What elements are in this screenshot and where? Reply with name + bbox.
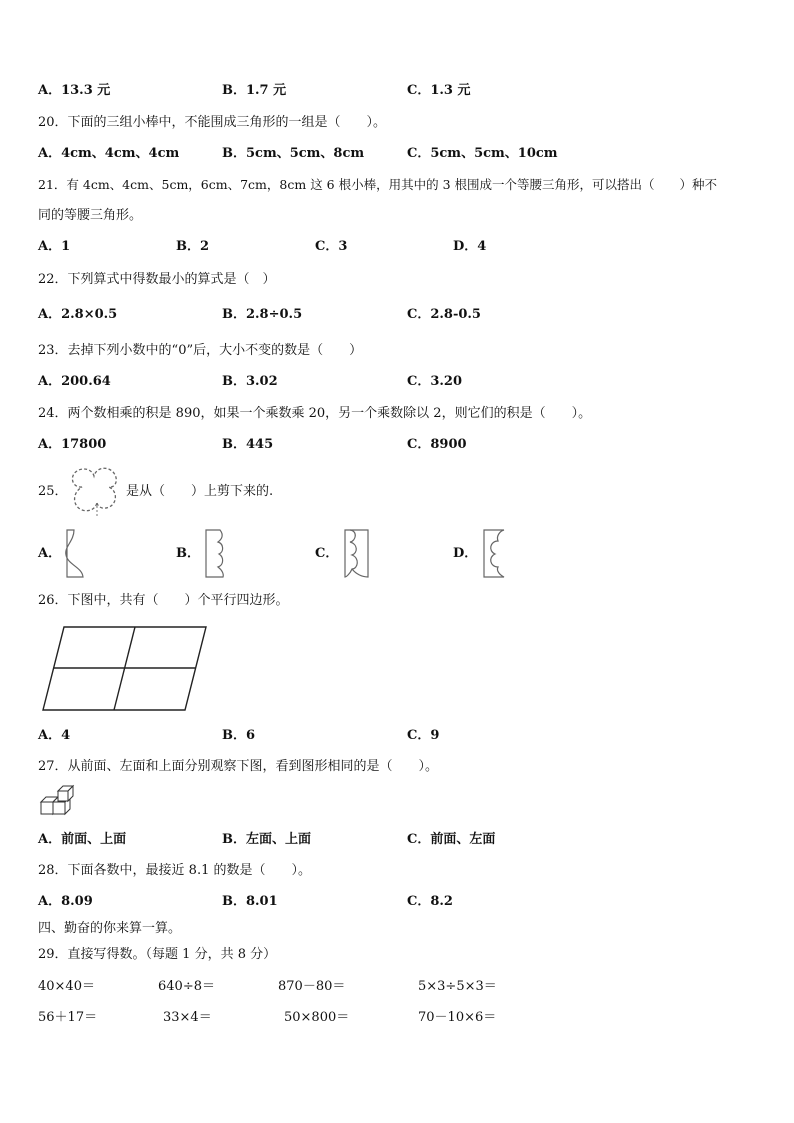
- q21-stem-line1: 21．有 4cm、4cm、5cm，6cm、7cm，8cm 这 6 根小棒，用其中的 3 根围成一个等腰三角形，可以搭出（ ）种不: [38, 177, 717, 192]
- q19-option-a: A．13.3 元: [38, 83, 111, 98]
- q29-r1-c4: 5×3÷5×3＝: [418, 979, 497, 994]
- q28-option-c: C．8.2: [407, 894, 453, 909]
- q28-option-b: B．8.01: [222, 894, 278, 909]
- q25-number: 25．: [38, 484, 68, 499]
- q20-option-b: B．5cm、5cm、8cm: [222, 146, 365, 161]
- q28-option-a: A．8.09: [38, 894, 93, 909]
- q25-option-b: B．: [176, 546, 200, 561]
- q22-option-c: C．2.8-0.5: [407, 307, 481, 322]
- q26-option-c: C．9: [407, 728, 440, 743]
- q21-stem-line2: 同的等腰三角形。: [38, 208, 143, 223]
- q23-stem: 23．去掉下列小数中的“0”后，大小不变的数是（ ）: [38, 343, 363, 358]
- q24-option-a: A．17800: [38, 437, 107, 452]
- q26-option-b: B．6: [222, 728, 256, 743]
- q27-option-c: C．前面、左面: [407, 832, 496, 847]
- q25-option-d: D．: [453, 546, 478, 561]
- cube-stack-figure: [38, 784, 78, 818]
- q23-option-a: A．200.64: [38, 374, 111, 389]
- q26-option-a: A．4: [38, 728, 71, 743]
- q24-stem: 24．两个数相乘的积是 890，如果一个乘数乘 20，另一个乘数除以 2，则它们的积是（ ）。: [38, 406, 592, 421]
- flower-cutout-figure: [66, 466, 128, 520]
- section-4-heading: 四、勤奋的你来算一算。: [38, 921, 182, 936]
- q29-r2-c1: 56＋17＝: [38, 1010, 98, 1025]
- q20-option-a: A．4cm、4cm、4cm: [38, 146, 180, 161]
- fold-shape-a-icon: [62, 527, 90, 581]
- q23-option-b: B．3.02: [222, 374, 278, 389]
- q19-option-b: B．1.7 元: [222, 83, 287, 98]
- q29-stem: 29．直接写得数。（每题 1 分，共 8 分）: [38, 947, 277, 962]
- q23-option-c: C．3.20: [407, 374, 463, 389]
- q28-stem: 28．下面各数中，最接近 8.1 的数是（ ）。: [38, 863, 311, 878]
- q25-option-a: A．: [38, 546, 62, 561]
- fold-shape-d-icon: [478, 527, 510, 581]
- q20-option-c: C．5cm、5cm、10cm: [407, 146, 558, 161]
- q29-r2-c2: 33×4＝: [163, 1010, 212, 1025]
- q27-option-b: B．左面、上面: [222, 832, 311, 847]
- q27-option-a: A．前面、上面: [38, 832, 127, 847]
- q21-option-b: B．2: [176, 239, 210, 254]
- q22-stem: 22．下列算式中得数最小的算式是（ ）: [38, 272, 276, 287]
- q20-stem: 20．下面的三组小棒中，不能围成三角形的一组是（ ）。: [38, 115, 387, 130]
- q29-r1-c3: 870－80＝: [278, 979, 346, 994]
- q25-option-c: C．: [315, 546, 339, 561]
- fold-shape-b-icon: [202, 527, 232, 581]
- q29-r1-c2: 640÷8＝: [158, 979, 215, 994]
- q29-r2-c4: 70－10×6＝: [418, 1010, 497, 1025]
- q29-r2-c3: 50×800＝: [284, 1010, 350, 1025]
- q25-stem: 是从（ ）上剪下来的.: [126, 484, 274, 499]
- parallelogram-grid-figure: [40, 624, 210, 714]
- q19-option-c: C．1.3 元: [407, 83, 471, 98]
- q29-r1-c1: 40×40＝: [38, 979, 95, 994]
- q27-stem: 27．从前面、左面和上面分别观察下图，看到图形相同的是（ ）。: [38, 759, 439, 774]
- q21-option-a: A．1: [38, 239, 71, 254]
- q21-option-d: D．4: [453, 239, 487, 254]
- q22-option-a: A．2.8×0.5: [38, 307, 118, 322]
- q24-option-c: C．8900: [407, 437, 467, 452]
- q26-stem: 26．下图中，共有（ ）个平行四边形。: [38, 593, 289, 608]
- q21-option-c: C．3: [315, 239, 348, 254]
- fold-shape-c-icon: [340, 527, 372, 581]
- q24-option-b: B．445: [222, 437, 274, 452]
- q22-option-b: B．2.8÷0.5: [222, 307, 303, 322]
